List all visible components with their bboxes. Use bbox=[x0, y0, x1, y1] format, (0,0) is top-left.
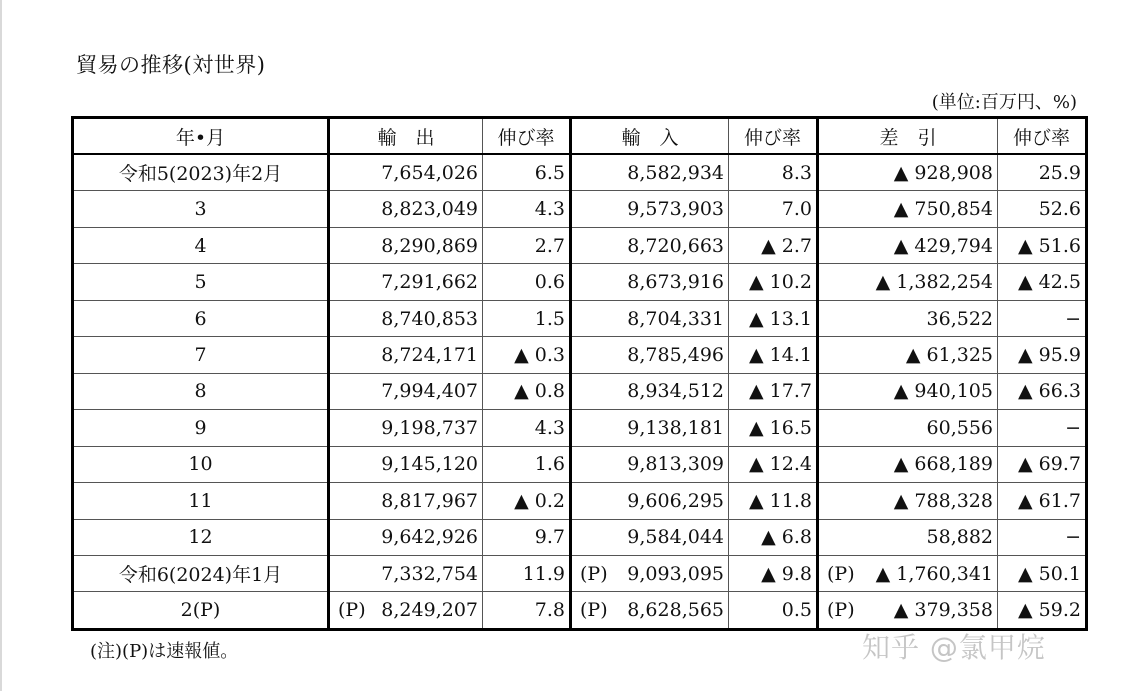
cell-exports-growth: 4.3 bbox=[483, 191, 571, 227]
cell-balance bbox=[818, 264, 998, 300]
cell-exports bbox=[329, 373, 483, 409]
preliminary-mark: (P) bbox=[827, 599, 855, 622]
preliminary-mark: (P) bbox=[827, 562, 855, 585]
cell-value: ▲ 1,760,341 bbox=[875, 562, 993, 585]
cell-imports bbox=[571, 300, 729, 336]
cell-balance-growth: ▲ 50.1 bbox=[998, 555, 1087, 591]
cell-imports-growth: ▲ 17.7 bbox=[729, 373, 818, 409]
cell-value: 8,785,496 bbox=[627, 343, 724, 366]
cell-value: 8,823,049 bbox=[381, 198, 478, 221]
header-imports-growth: 伸び率 bbox=[729, 118, 818, 155]
cell-balance-growth: ▲ 95.9 bbox=[998, 337, 1087, 373]
cell-exports bbox=[329, 483, 483, 519]
cell-imports bbox=[571, 227, 729, 263]
cell-value: 60,556 bbox=[926, 416, 993, 439]
cell-value: 8,628,565 bbox=[627, 599, 724, 622]
cell-value: ▲ 940,105 bbox=[893, 380, 993, 403]
cell-balance bbox=[818, 227, 998, 263]
cell-balance bbox=[818, 373, 998, 409]
cell-value: 9,093,095 bbox=[627, 562, 724, 585]
cell-imports bbox=[571, 373, 729, 409]
cell-exports bbox=[329, 154, 483, 191]
cell-exports-growth: 6.5 bbox=[483, 154, 571, 191]
cell-imports bbox=[571, 191, 729, 227]
cell-value: 7,291,662 bbox=[381, 271, 478, 294]
cell-imports bbox=[571, 154, 729, 191]
cell-balance bbox=[818, 191, 998, 227]
cell-exports bbox=[329, 264, 483, 300]
cell-balance-growth: ▲ 61.7 bbox=[998, 483, 1087, 519]
cell-imports bbox=[571, 410, 729, 446]
trade-table bbox=[71, 116, 1088, 631]
cell-exports bbox=[329, 446, 483, 482]
cell-year-month: 令和6(2024)年1月 bbox=[73, 555, 329, 591]
cell-imports-growth: ▲ 13.1 bbox=[729, 300, 818, 336]
table-row bbox=[73, 154, 1087, 191]
cell-value: 9,813,309 bbox=[627, 453, 724, 476]
cell-value: 7,994,407 bbox=[381, 380, 478, 403]
cell-exports-growth: 1.6 bbox=[483, 446, 571, 482]
cell-balance bbox=[818, 300, 998, 336]
table-row bbox=[73, 555, 1087, 591]
cell-exports bbox=[329, 227, 483, 263]
cell-balance bbox=[818, 592, 998, 630]
header-exports-growth: 伸び率 bbox=[483, 118, 571, 155]
cell-imports bbox=[571, 337, 729, 373]
cell-value: 8,720,663 bbox=[627, 234, 724, 257]
cell-value: 8,673,916 bbox=[627, 271, 724, 294]
preliminary-mark: (P) bbox=[580, 599, 608, 622]
table-row bbox=[73, 446, 1087, 482]
cell-balance-growth: 25.9 bbox=[998, 154, 1087, 191]
table-row bbox=[73, 373, 1087, 409]
cell-imports-growth: 8.3 bbox=[729, 154, 818, 191]
cell-value: 8,704,331 bbox=[627, 307, 724, 330]
cell-imports bbox=[571, 483, 729, 519]
cell-balance-growth: 52.6 bbox=[998, 191, 1087, 227]
cell-exports bbox=[329, 300, 483, 336]
cell-imports bbox=[571, 446, 729, 482]
cell-exports-growth: 7.8 bbox=[483, 592, 571, 630]
table-row bbox=[73, 592, 1087, 630]
cell-balance-growth: ▲ 66.3 bbox=[998, 373, 1087, 409]
cell-value: ▲ 788,328 bbox=[893, 489, 993, 512]
cell-balance bbox=[818, 446, 998, 482]
cell-exports bbox=[329, 410, 483, 446]
cell-value: 9,606,295 bbox=[627, 489, 724, 512]
page-title: 貿易の推移(対世界) bbox=[76, 53, 266, 77]
cell-balance-growth: ▲ 59.2 bbox=[998, 592, 1087, 630]
cell-year-month: 7 bbox=[73, 337, 329, 373]
cell-value: 7,332,754 bbox=[381, 562, 478, 585]
cell-balance-growth: − bbox=[998, 519, 1087, 555]
header-year-month: 年•月 bbox=[73, 118, 329, 155]
header-balance: 差 引 bbox=[818, 118, 998, 155]
cell-exports-growth: 4.3 bbox=[483, 410, 571, 446]
cell-year-month: 4 bbox=[73, 227, 329, 263]
cell-value: ▲ 61,325 bbox=[905, 343, 993, 366]
cell-exports bbox=[329, 592, 483, 630]
header-imports: 輸 入 bbox=[571, 118, 729, 155]
cell-balance bbox=[818, 410, 998, 446]
table-row bbox=[73, 264, 1087, 300]
cell-balance-growth: ▲ 42.5 bbox=[998, 264, 1087, 300]
table-row bbox=[73, 191, 1087, 227]
cell-balance-growth: − bbox=[998, 410, 1087, 446]
table-header-row bbox=[73, 118, 1087, 155]
preliminary-mark: (P) bbox=[338, 599, 366, 622]
cell-year-month: 令和5(2023)年2月 bbox=[73, 154, 329, 191]
table-row bbox=[73, 483, 1087, 519]
header-exports: 輸 出 bbox=[329, 118, 483, 155]
cell-exports-growth: ▲ 0.3 bbox=[483, 337, 571, 373]
cell-balance bbox=[818, 555, 998, 591]
table-row bbox=[73, 337, 1087, 373]
cell-value: ▲ 928,908 bbox=[893, 161, 993, 184]
table-row bbox=[73, 300, 1087, 336]
cell-exports bbox=[329, 519, 483, 555]
cell-balance-growth: ▲ 51.6 bbox=[998, 227, 1087, 263]
cell-imports-growth: ▲ 9.8 bbox=[729, 555, 818, 591]
cell-imports-growth: 0.5 bbox=[729, 592, 818, 630]
cell-imports-growth: ▲ 14.1 bbox=[729, 337, 818, 373]
cell-exports-growth: 11.9 bbox=[483, 555, 571, 591]
cell-year-month: 3 bbox=[73, 191, 329, 227]
cell-exports-growth: ▲ 0.8 bbox=[483, 373, 571, 409]
table-row bbox=[73, 227, 1087, 263]
preliminary-mark: (P) bbox=[580, 562, 608, 585]
cell-year-month: 6 bbox=[73, 300, 329, 336]
footnote: (注)(P)は速報値。 bbox=[90, 641, 239, 662]
page-left-rule bbox=[0, 0, 2, 691]
cell-year-month: 9 bbox=[73, 410, 329, 446]
cell-value: 9,642,926 bbox=[381, 526, 478, 549]
cell-value: 8,290,869 bbox=[381, 234, 478, 257]
cell-balance-growth: ▲ 69.7 bbox=[998, 446, 1087, 482]
cell-value: ▲ 750,854 bbox=[893, 198, 993, 221]
table-body bbox=[73, 154, 1087, 630]
cell-exports bbox=[329, 555, 483, 591]
table-row bbox=[73, 519, 1087, 555]
cell-value: 8,249,207 bbox=[381, 599, 478, 622]
cell-imports bbox=[571, 555, 729, 591]
cell-balance bbox=[818, 519, 998, 555]
cell-year-month: 5 bbox=[73, 264, 329, 300]
cell-imports-growth: ▲ 12.4 bbox=[729, 446, 818, 482]
cell-balance bbox=[818, 154, 998, 191]
cell-imports-growth: 7.0 bbox=[729, 191, 818, 227]
cell-value: 8,582,934 bbox=[627, 161, 724, 184]
cell-value: 9,573,903 bbox=[627, 198, 724, 221]
cell-imports-growth: ▲ 2.7 bbox=[729, 227, 818, 263]
cell-value: 58,882 bbox=[926, 526, 993, 549]
cell-value: 8,740,853 bbox=[381, 307, 478, 330]
cell-value: 9,198,737 bbox=[381, 416, 478, 439]
watermark: 知乎 @氯甲烷 bbox=[862, 631, 1046, 664]
header-balance-growth: 伸び率 bbox=[998, 118, 1087, 155]
table-row bbox=[73, 410, 1087, 446]
cell-imports bbox=[571, 592, 729, 630]
cell-value: 9,138,181 bbox=[627, 416, 724, 439]
cell-value: ▲ 429,794 bbox=[893, 234, 993, 257]
unit-label: (単位:百万円、%) bbox=[931, 92, 1077, 113]
cell-exports-growth: 0.6 bbox=[483, 264, 571, 300]
cell-value: 36,522 bbox=[926, 307, 993, 330]
cell-exports bbox=[329, 191, 483, 227]
cell-value: ▲ 379,358 bbox=[893, 599, 993, 622]
cell-year-month: 12 bbox=[73, 519, 329, 555]
cell-balance bbox=[818, 483, 998, 519]
cell-balance bbox=[818, 337, 998, 373]
cell-imports-growth: ▲ 6.8 bbox=[729, 519, 818, 555]
cell-imports-growth: ▲ 11.8 bbox=[729, 483, 818, 519]
cell-imports-growth: ▲ 10.2 bbox=[729, 264, 818, 300]
cell-year-month: 8 bbox=[73, 373, 329, 409]
cell-value: 7,654,026 bbox=[381, 161, 478, 184]
cell-exports-growth: 9.7 bbox=[483, 519, 571, 555]
cell-exports-growth: ▲ 0.2 bbox=[483, 483, 571, 519]
cell-value: 8,817,967 bbox=[381, 489, 478, 512]
cell-imports bbox=[571, 264, 729, 300]
cell-imports bbox=[571, 519, 729, 555]
cell-value: 9,145,120 bbox=[381, 453, 478, 476]
cell-year-month: 2(P) bbox=[73, 592, 329, 630]
cell-value: 8,724,171 bbox=[381, 343, 478, 366]
cell-value: 8,934,512 bbox=[627, 380, 724, 403]
cell-balance-growth: − bbox=[998, 300, 1087, 336]
cell-year-month: 11 bbox=[73, 483, 329, 519]
cell-year-month: 10 bbox=[73, 446, 329, 482]
cell-value: 9,584,044 bbox=[627, 526, 724, 549]
cell-exports bbox=[329, 337, 483, 373]
cell-value: ▲ 668,189 bbox=[893, 453, 993, 476]
cell-value: ▲ 1,382,254 bbox=[875, 271, 993, 294]
cell-imports-growth: ▲ 16.5 bbox=[729, 410, 818, 446]
cell-exports-growth: 1.5 bbox=[483, 300, 571, 336]
cell-exports-growth: 2.7 bbox=[483, 227, 571, 263]
